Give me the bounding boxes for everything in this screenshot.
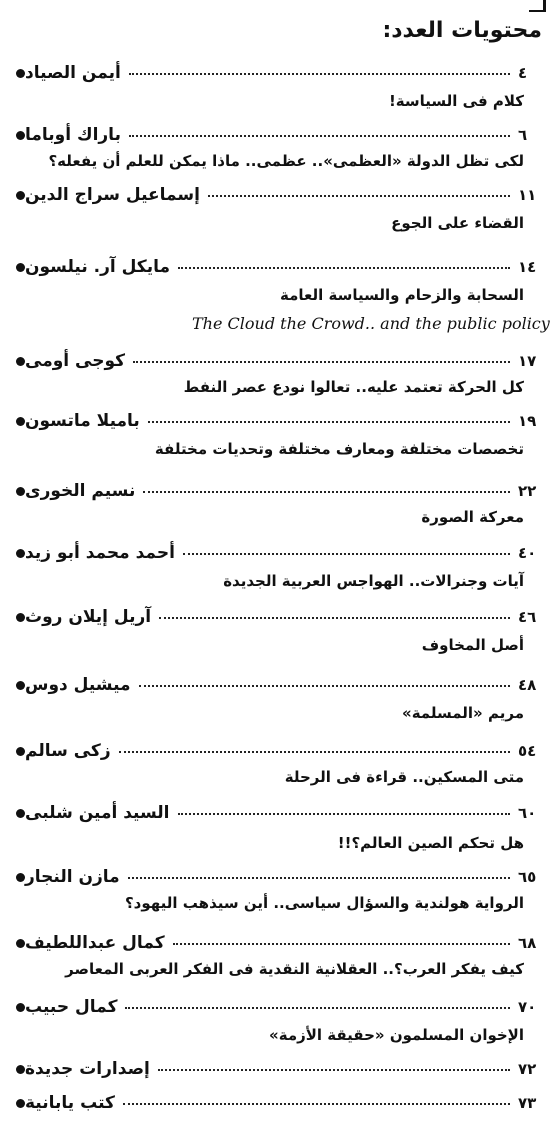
toc-entry[interactable]	[8, 182, 542, 208]
toc-entry[interactable]	[8, 738, 542, 764]
entry-author: كمال عبداللطيف	[25, 933, 165, 953]
toc-entry[interactable]	[8, 60, 542, 86]
entry-author: مايكل آر. نيلسون	[25, 257, 170, 277]
entry-author: ميشيل دوس	[25, 675, 131, 695]
toc-entry[interactable]	[8, 604, 542, 630]
toc-entry[interactable]	[8, 408, 542, 434]
entry-author: كوجى أومى	[25, 351, 126, 371]
entry-title: معركة الصورة	[421, 508, 524, 526]
bullet-icon	[16, 873, 25, 882]
entry-page-number: ١٧	[518, 352, 537, 370]
toc-entry[interactable]	[8, 348, 542, 374]
entry-author: أحمد محمد أبو زيد	[25, 543, 175, 563]
entry-title-latin: The Cloud the Crowd.. and the public policy	[192, 314, 550, 333]
dot-leader	[148, 408, 510, 423]
toc-entry[interactable]	[8, 1090, 542, 1116]
entry-title: متى المسكين.. قراءة فى الرحلة	[284, 768, 524, 786]
entry-page-number: ٤٨	[518, 676, 537, 694]
entry-title: القضاء على الجوع	[391, 214, 524, 232]
entry-page-number: ٤٠	[518, 544, 537, 562]
dot-leader	[128, 864, 510, 879]
bullet-icon	[16, 1003, 25, 1012]
entry-page-number: ٤	[518, 64, 528, 82]
toc-entry[interactable]	[8, 540, 542, 566]
entry-author: كتب يابانية	[25, 1093, 115, 1113]
entry-title: كيف يفكر العرب؟.. العقلانية النقدية فى الفكر العربى المعاصر	[65, 960, 524, 978]
entry-page-number: ٥٤	[518, 742, 537, 760]
bullet-icon	[16, 191, 25, 200]
entry-page-number: ٢٢	[518, 482, 537, 500]
entry-title: الإخوان المسلمون «حقيقة الأزمة»	[269, 1026, 524, 1044]
entry-page-number: ٦٠	[518, 804, 537, 822]
bullet-icon	[16, 263, 25, 272]
bullet-icon	[16, 681, 25, 690]
dot-leader	[178, 254, 510, 269]
entry-author: أيمن الصياد	[25, 63, 121, 83]
dot-leader	[158, 1056, 510, 1071]
entry-author: كمال حبيب	[25, 997, 118, 1017]
dot-leader	[129, 122, 510, 137]
entry-title: السحابة والزحام والسياسة العامة	[280, 286, 524, 304]
bullet-icon	[16, 939, 25, 948]
bullet-icon	[16, 69, 25, 78]
entry-page-number: ٤٦	[518, 608, 537, 626]
entry-title: هل تحكم الصين العالم؟!!	[337, 834, 524, 852]
bullet-icon	[16, 131, 25, 140]
toc-entry[interactable]	[8, 994, 542, 1020]
bullet-icon	[16, 549, 25, 558]
entry-page-number: ١١	[518, 186, 537, 204]
bullet-icon	[16, 1099, 25, 1108]
dot-leader	[178, 800, 511, 815]
bullet-icon	[16, 809, 25, 818]
dot-leader	[133, 348, 510, 363]
entry-author: زكى سالم	[25, 741, 111, 761]
entry-author: إسماعيل سراج الدين	[25, 185, 200, 205]
dot-leader	[139, 672, 510, 687]
entry-title: لكى تظل الدولة «العظمى».. عظمى.. ماذا يمكن للعلم أن يفعله؟	[48, 152, 524, 170]
dot-leader	[119, 738, 510, 753]
toc-entry[interactable]	[8, 254, 542, 280]
dot-leader	[159, 604, 510, 619]
toc-entry[interactable]	[8, 800, 542, 826]
entry-author: آريل إيلان روث	[25, 607, 152, 627]
entry-title: الرواية هولندية والسؤال سياسى.. أين سيذهب اليهود؟	[124, 894, 524, 912]
toc-entry[interactable]	[8, 122, 542, 148]
dot-leader	[208, 182, 510, 197]
dot-leader	[173, 930, 510, 945]
bullet-icon	[16, 747, 25, 756]
entry-author: باراك أوباما	[25, 125, 121, 145]
dot-leader	[143, 478, 510, 493]
entry-author: مازن النجار	[25, 867, 120, 887]
toc-entry[interactable]	[8, 930, 542, 956]
dot-leader	[129, 60, 510, 75]
dot-leader	[183, 540, 510, 555]
entry-page-number: ١٤	[518, 258, 537, 276]
entry-page-number: ٧٣	[518, 1094, 537, 1112]
entry-title: أصل المخاوف	[421, 636, 524, 654]
entry-title: كلام فى السياسة!	[388, 92, 524, 110]
toc-entry[interactable]	[8, 864, 542, 890]
entry-title: آيات وجنرالات.. الهواجس العربية الجديدة	[223, 572, 524, 590]
entry-page-number: ٧٠	[518, 998, 537, 1016]
bullet-icon	[16, 357, 25, 366]
entry-page-number: ٦٨	[518, 934, 537, 952]
entry-author: السيد أمين شلبى	[25, 803, 170, 823]
entry-title: كل الحركة تعتمد عليه.. تعالوا نودع عصر النفط	[183, 378, 524, 396]
entry-author: إصدارات جديدة	[25, 1059, 150, 1079]
toc-entry[interactable]	[8, 672, 542, 698]
entry-author: باميلا ماتسون	[25, 411, 140, 431]
page-title: محتويات العدد:	[382, 18, 542, 43]
bullet-icon	[16, 417, 25, 426]
entry-page-number: ٦٥	[518, 868, 537, 886]
entry-page-number: ٦	[518, 126, 528, 144]
entry-title: تخصصات مختلفة ومعارف مختلفة وتحديات مختلفة	[154, 440, 524, 458]
entry-author: نسيم الخورى	[25, 481, 136, 501]
dot-leader	[123, 1090, 510, 1105]
bullet-icon	[16, 1065, 25, 1074]
toc-entry[interactable]	[8, 478, 542, 504]
entry-title: مريم «المسلمة»	[402, 704, 524, 722]
entry-page-number: ١٩	[518, 412, 537, 430]
entry-page-number: ٧٢	[518, 1060, 537, 1078]
bullet-icon	[16, 487, 25, 496]
dot-leader	[125, 994, 510, 1009]
bullet-icon	[16, 613, 25, 622]
toc-entry[interactable]	[8, 1056, 542, 1082]
